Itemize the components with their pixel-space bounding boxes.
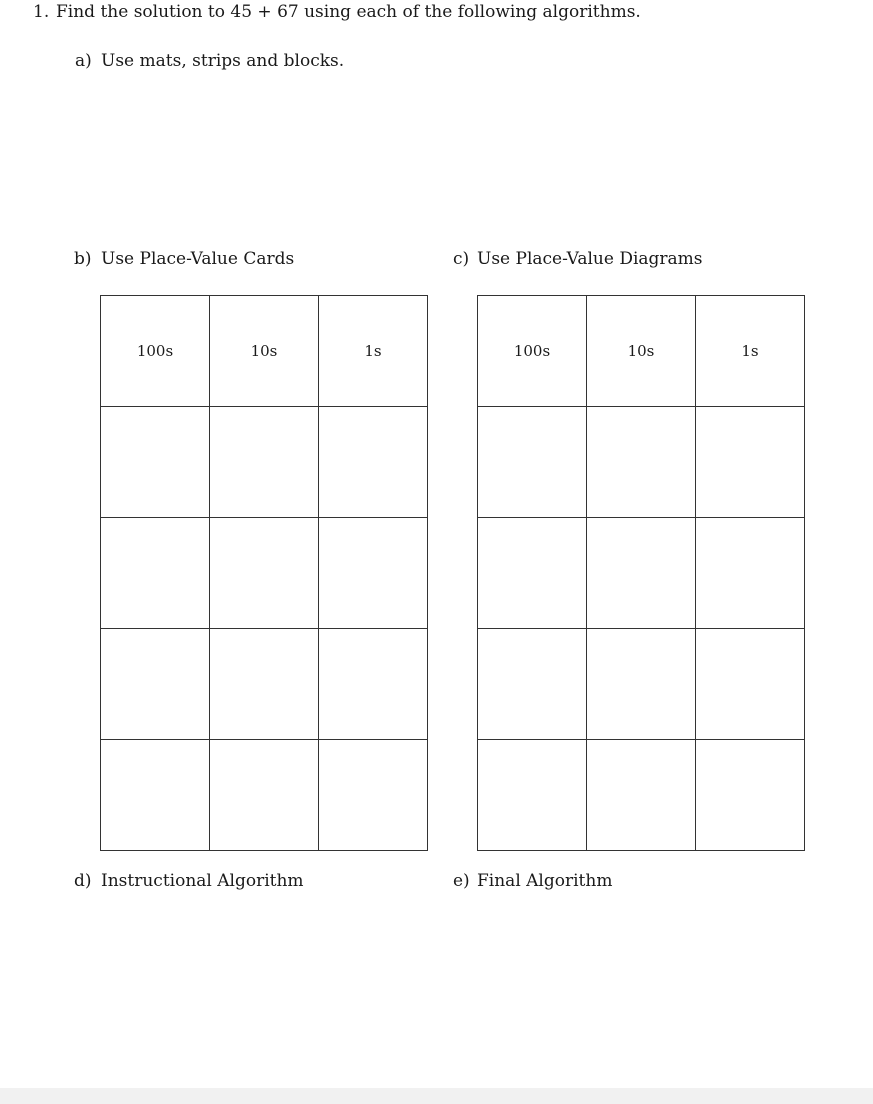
grid-cell[interactable] <box>319 518 428 629</box>
grid-cell[interactable] <box>478 518 587 629</box>
grid-cell[interactable] <box>210 518 319 629</box>
grid-cell[interactable] <box>696 518 805 629</box>
grid-cell[interactable] <box>101 629 210 740</box>
question-text: Find the solution to 45 + 67 using each of the following algorithms. <box>56 2 641 22</box>
grid-cell[interactable] <box>101 740 210 851</box>
grid-row <box>478 740 805 851</box>
grid-cell[interactable] <box>210 740 319 851</box>
grid-header-row <box>478 296 805 407</box>
grid-row <box>478 407 805 518</box>
grid-cell[interactable] <box>478 740 587 851</box>
header-cell-1s: 1s <box>319 296 428 407</box>
grid-cell[interactable] <box>319 740 428 851</box>
header-cell-1s: 1s <box>696 296 805 407</box>
grid-cell[interactable] <box>696 740 805 851</box>
grid-cell[interactable] <box>319 407 428 518</box>
part-b-letter: b) <box>74 249 92 269</box>
grid-row <box>478 518 805 629</box>
grid-cell[interactable] <box>587 407 696 518</box>
grid-cell[interactable] <box>587 629 696 740</box>
header-cell-10s: 10s <box>587 296 696 407</box>
grid-cell[interactable] <box>101 407 210 518</box>
viewer-bottom-strip <box>0 1088 873 1104</box>
grid-cell[interactable] <box>478 407 587 518</box>
part-c-text: Use Place-Value Diagrams <box>477 249 703 269</box>
part-b-text: Use Place-Value Cards <box>101 249 295 269</box>
part-e-letter: e) <box>453 871 470 891</box>
part-a-letter: a) <box>75 51 92 71</box>
part-d-letter: d) <box>74 871 92 891</box>
grid-row <box>101 407 428 518</box>
grid-cell[interactable] <box>101 518 210 629</box>
header-cell-10s: 10s <box>210 296 319 407</box>
grid-row <box>478 629 805 740</box>
grid-cell[interactable] <box>319 629 428 740</box>
grid-cell[interactable] <box>210 629 319 740</box>
grid-cell[interactable] <box>587 518 696 629</box>
grid-row <box>101 518 428 629</box>
grid-cell[interactable] <box>696 629 805 740</box>
part-c-letter: c) <box>453 249 470 269</box>
grid-cell[interactable] <box>210 407 319 518</box>
part-a-text: Use mats, strips and blocks. <box>101 51 345 71</box>
grid-header-row <box>101 296 428 407</box>
part-d-text: Instructional Algorithm <box>101 871 304 891</box>
grid-row <box>101 629 428 740</box>
question-number: 1. <box>33 2 50 22</box>
grid-cell[interactable] <box>696 407 805 518</box>
place-value-cards-grid <box>100 295 428 851</box>
header-cell-100s: 100s <box>478 296 587 407</box>
grid-row <box>101 740 428 851</box>
grid-cell[interactable] <box>587 740 696 851</box>
grid-cell[interactable] <box>478 629 587 740</box>
place-value-diagrams-grid <box>477 295 805 851</box>
header-cell-100s: 100s <box>101 296 210 407</box>
part-e-text: Final Algorithm <box>477 871 613 891</box>
